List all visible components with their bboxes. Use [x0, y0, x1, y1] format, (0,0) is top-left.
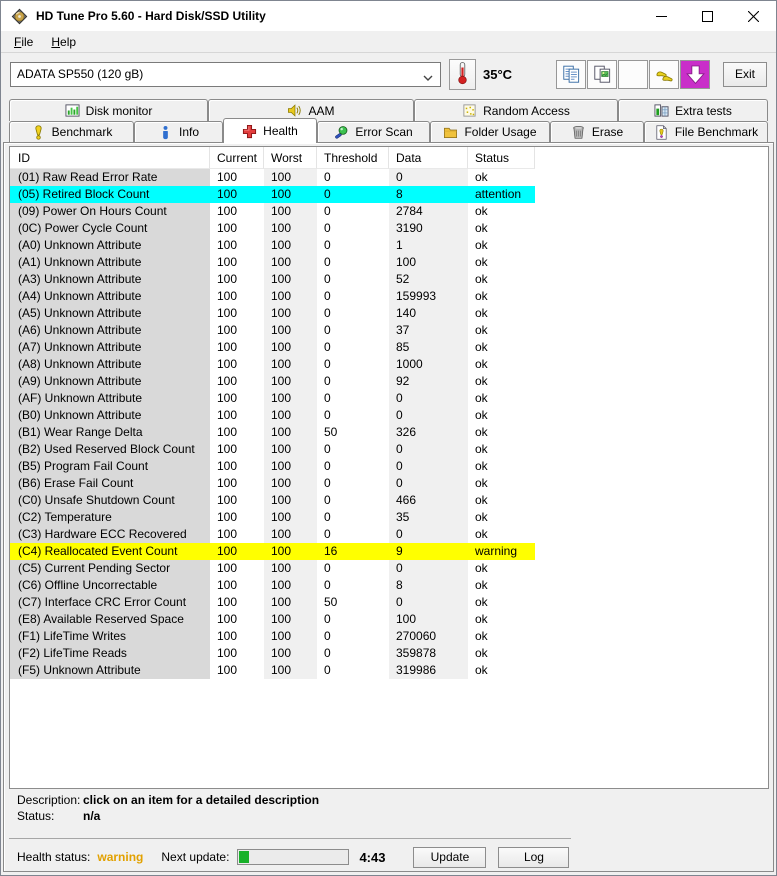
cell-current: 100: [217, 238, 238, 252]
cell-status: ok: [475, 238, 488, 252]
menu-help[interactable]: Help: [51, 34, 77, 49]
details-area: [9, 792, 768, 824]
cell-data: 359878: [389, 645, 468, 662]
cell-worst: 100: [264, 169, 317, 186]
cell-current: 100: [217, 510, 238, 524]
cell-current: 100: [217, 340, 238, 354]
tab-label: Info: [178, 125, 199, 139]
tab-file-benchmark[interactable]: [644, 121, 768, 143]
health-status-label: Health status:: [17, 850, 91, 864]
cell-id: (F1) LifeTime Writes: [10, 628, 210, 645]
table-row[interactable]: [10, 237, 768, 254]
column-header-data: Data: [389, 147, 468, 169]
health-icon: [242, 124, 257, 139]
cell-threshold: 0: [324, 663, 331, 677]
cell-status: ok: [475, 340, 488, 354]
cell-threshold: 0: [324, 357, 331, 371]
cell-id: (C7) Interface CRC Error Count: [10, 594, 210, 611]
cell-status: ok: [475, 272, 488, 286]
cell-id: (A1) Unknown Attribute: [10, 254, 210, 271]
cell-id: (0C) Power Cycle Count: [10, 220, 210, 237]
cell-threshold: 0: [324, 170, 331, 184]
cell-status: ok: [475, 527, 488, 541]
tab-label: Benchmark: [51, 125, 113, 139]
tab-label: Extra tests: [675, 103, 732, 118]
cell-id: (C6) Offline Uncorrectable: [10, 577, 210, 594]
cell-worst: 100: [264, 543, 317, 560]
table-row[interactable]: [10, 628, 768, 645]
table-row[interactable]: [10, 407, 768, 424]
table-row[interactable]: [10, 543, 768, 560]
cell-threshold: 0: [324, 578, 331, 592]
cell-current: 100: [217, 170, 238, 184]
file-benchmark-icon: [654, 125, 669, 140]
cell-data: 0: [389, 560, 468, 577]
cell-data: 0: [389, 390, 468, 407]
cell-id: (F5) Unknown Attribute: [10, 662, 210, 679]
progress-fill: [239, 851, 249, 863]
tab-extra-tests[interactable]: [618, 99, 768, 121]
tab-random-access[interactable]: [414, 99, 618, 121]
minimize-button[interactable]: [638, 1, 684, 31]
table-row[interactable]: [10, 458, 768, 475]
cell-data: 2784: [389, 203, 468, 220]
cell-current: 100: [210, 186, 264, 203]
cell-data: 326: [389, 424, 468, 441]
description-label: Description:: [17, 793, 81, 807]
cell-id: (AF) Unknown Attribute: [10, 390, 210, 407]
tab-error-scan[interactable]: [317, 121, 430, 143]
cell-worst: 100: [264, 322, 317, 339]
smart-attribute-list: [9, 146, 769, 789]
cell-status: ok: [475, 374, 488, 388]
cell-current: 100: [217, 663, 238, 677]
table-row[interactable]: [10, 186, 768, 203]
cell-threshold: 0: [324, 221, 331, 235]
cell-threshold: 16: [317, 543, 389, 560]
cell-data: 0: [389, 458, 468, 475]
cell-worst: 100: [264, 594, 317, 611]
down-arrow-icon: [685, 64, 706, 85]
cell-data: 100: [389, 254, 468, 271]
cell-worst: 100: [264, 373, 317, 390]
cell-current: 100: [217, 374, 238, 388]
cell-status: ok: [475, 561, 488, 575]
cell-status: ok: [475, 170, 488, 184]
cell-worst: 100: [264, 407, 317, 424]
cell-threshold: 0: [324, 204, 331, 218]
cell-status: ok: [475, 493, 488, 507]
tab-disk-monitor[interactable]: [9, 99, 208, 121]
cell-status: ok: [475, 612, 488, 626]
cell-current: 100: [217, 221, 238, 235]
app-disk-icon: [11, 8, 28, 25]
footer-bar: [9, 846, 768, 868]
cell-threshold: 0: [324, 391, 331, 405]
cell-status: ok: [475, 289, 488, 303]
cell-worst: 100: [264, 271, 317, 288]
cell-worst: 100: [264, 662, 317, 679]
error-scan-icon: [334, 125, 349, 140]
cell-id: (B6) Erase Fail Count: [10, 475, 210, 492]
cell-status: ok: [475, 442, 488, 456]
cell-id: (C0) Unsafe Shutdown Count: [10, 492, 210, 509]
menu-bar: [1, 31, 776, 53]
toolbar-icon-buttons: [555, 60, 710, 89]
cell-id: (B5) Program Fail Count: [10, 458, 210, 475]
random-access-icon: [462, 103, 477, 118]
cell-status: ok: [475, 204, 488, 218]
cell-data: 1: [389, 237, 468, 254]
cell-current: 100: [217, 255, 238, 269]
cell-threshold: 0: [324, 255, 331, 269]
cell-id: (F2) LifeTime Reads: [10, 645, 210, 662]
cell-status: ok: [475, 391, 488, 405]
table-row[interactable]: [10, 373, 768, 390]
table-header: [10, 147, 768, 169]
cell-threshold: 0: [324, 408, 331, 422]
table-row[interactable]: [10, 526, 768, 543]
cell-data: 466: [389, 492, 468, 509]
cell-current: 100: [217, 357, 238, 371]
cell-worst: 100: [264, 526, 317, 543]
folder-icon: [443, 125, 458, 140]
cell-status: ok: [475, 476, 488, 490]
footer-divider: [9, 838, 571, 839]
exit-button[interactable]: Exit: [723, 62, 767, 87]
speaker-icon: [287, 103, 302, 118]
cell-worst: 100: [264, 186, 317, 203]
copy-text-button[interactable]: [556, 60, 586, 89]
screenshot-button[interactable]: [618, 60, 648, 89]
cell-status: warning: [468, 543, 535, 560]
tab-health[interactable]: [223, 118, 317, 143]
cell-threshold: 0: [324, 374, 331, 388]
tab-row-top: [9, 99, 768, 121]
cell-worst: 100: [264, 356, 317, 373]
cell-id: (C2) Temperature: [10, 509, 210, 526]
cell-threshold: 0: [324, 289, 331, 303]
cell-id: (C3) Hardware ECC Recovered: [10, 526, 210, 543]
cell-status: ok: [475, 221, 488, 235]
cell-data: 0: [389, 441, 468, 458]
maximize-button[interactable]: [684, 1, 730, 31]
update-button[interactable]: Update: [413, 847, 486, 868]
cell-worst: 100: [264, 254, 317, 271]
tab-row-bottom: [9, 121, 768, 143]
cell-threshold: 50: [324, 425, 338, 439]
close-button[interactable]: [730, 1, 776, 31]
table-row[interactable]: [10, 254, 768, 271]
cell-status: ok: [475, 408, 488, 422]
table-row[interactable]: [10, 577, 768, 594]
cell-id: (A0) Unknown Attribute: [10, 237, 210, 254]
description-value: click on an item for a detailed description: [83, 793, 320, 807]
cell-current: 100: [217, 476, 238, 490]
cell-data: 1000: [389, 356, 468, 373]
cell-threshold: 0: [324, 442, 331, 456]
cell-data: 0: [389, 594, 468, 611]
table-row[interactable]: [10, 645, 768, 662]
cell-data: 92: [389, 373, 468, 390]
cell-current: 100: [217, 459, 238, 473]
cell-status: ok: [475, 578, 488, 592]
column-header-id: ID: [10, 147, 210, 169]
cell-data: 0: [389, 526, 468, 543]
table-row[interactable]: [10, 475, 768, 492]
cell-data: 319986: [389, 662, 468, 679]
log-button[interactable]: Log: [498, 847, 569, 868]
cell-threshold: 0: [324, 459, 331, 473]
cell-id: (05) Retired Block Count: [10, 186, 210, 203]
cell-threshold: 50: [324, 595, 338, 609]
copy-image-button[interactable]: [587, 60, 617, 89]
tab-label: Disk monitor: [85, 103, 153, 118]
cell-current: 100: [217, 561, 238, 575]
cell-threshold: 0: [324, 238, 331, 252]
cell-threshold: 0: [324, 340, 331, 354]
status-label: Status:: [17, 809, 55, 823]
cell-current: 100: [217, 408, 238, 422]
toolbar: [1, 53, 776, 95]
cell-worst: 100: [264, 441, 317, 458]
cell-threshold: 0: [324, 646, 331, 660]
table-row[interactable]: [10, 560, 768, 577]
cell-current: 100: [217, 595, 238, 609]
cell-status: ok: [475, 323, 488, 337]
cell-data: 3190: [389, 220, 468, 237]
cell-threshold: 0: [324, 306, 331, 320]
table-row[interactable]: [10, 390, 768, 407]
cell-worst: 100: [264, 458, 317, 475]
cell-current: 100: [217, 272, 238, 286]
cell-current: 100: [217, 289, 238, 303]
window-title: HD Tune Pro 5.60 - Hard Disk/SSD Utility: [36, 9, 266, 23]
cell-id: (A9) Unknown Attribute: [10, 373, 210, 390]
table-row[interactable]: [10, 492, 768, 509]
table-row[interactable]: [10, 339, 768, 356]
cell-id: (01) Raw Read Error Rate: [10, 169, 210, 186]
cell-id: (E8) Available Reserved Space: [10, 611, 210, 628]
trash-icon: [571, 125, 586, 140]
table-body: [10, 169, 768, 679]
cell-current: 100: [217, 391, 238, 405]
cell-current: 100: [217, 442, 238, 456]
cell-threshold: 0: [324, 561, 331, 575]
cell-current: 100: [217, 646, 238, 660]
info-icon: [158, 125, 173, 140]
table-row[interactable]: [10, 356, 768, 373]
cell-data: 37: [389, 322, 468, 339]
cell-data: 100: [389, 611, 468, 628]
cell-data: 0: [389, 169, 468, 186]
cell-worst: 100: [264, 203, 317, 220]
tab-info[interactable]: [134, 121, 223, 143]
extra-tests-icon: [654, 103, 669, 118]
cell-id: (A3) Unknown Attribute: [10, 271, 210, 288]
cell-id: (09) Power On Hours Count: [10, 203, 210, 220]
column-header-current: Current: [210, 147, 264, 169]
hands-icon: [655, 65, 674, 84]
cell-data: 9: [389, 543, 468, 560]
drive-select[interactable]: [10, 62, 441, 87]
tab-label: File Benchmark: [674, 125, 759, 139]
cell-data: 52: [389, 271, 468, 288]
cell-worst: 100: [264, 237, 317, 254]
cell-worst: 100: [264, 492, 317, 509]
cell-current: 100: [217, 578, 238, 592]
table-row[interactable]: [10, 662, 768, 679]
cell-current: 100: [217, 204, 238, 218]
tab-benchmark[interactable]: [9, 121, 134, 143]
tab-label: AAM: [308, 103, 335, 118]
temperature-button[interactable]: [449, 59, 476, 90]
update-check-button[interactable]: [680, 60, 710, 89]
table-row[interactable]: [10, 424, 768, 441]
cell-worst: 100: [264, 339, 317, 356]
cell-data: 159993: [389, 288, 468, 305]
cell-status: ok: [475, 425, 488, 439]
cell-threshold: 0: [324, 527, 331, 541]
table-row[interactable]: [10, 509, 768, 526]
drive-select-value: ADATA SP550 (120 gB): [17, 67, 144, 81]
copy-image-icon: [593, 65, 612, 84]
cell-worst: 100: [264, 509, 317, 526]
cell-data: 140: [389, 305, 468, 322]
cell-id: (A8) Unknown Attribute: [10, 356, 210, 373]
tab-label: Erase: [591, 125, 624, 139]
menu-file[interactable]: File: [14, 34, 34, 49]
cell-id: (A6) Unknown Attribute: [10, 322, 210, 339]
cell-worst: 100: [264, 560, 317, 577]
cell-data: 0: [389, 407, 468, 424]
cell-worst: 100: [264, 577, 317, 594]
table-row[interactable]: [10, 611, 768, 628]
countdown-value: 4:43: [359, 849, 386, 865]
donate-button[interactable]: [649, 60, 679, 89]
cell-id: (A5) Unknown Attribute: [10, 305, 210, 322]
benchmark-icon: [31, 125, 46, 140]
cell-status: ok: [475, 646, 488, 660]
status-value: n/a: [83, 809, 101, 823]
cell-current: 100: [217, 306, 238, 320]
chevron-down-icon: [423, 71, 433, 79]
tab-folder-usage[interactable]: [430, 121, 550, 143]
cell-status: attention: [468, 186, 535, 203]
cell-worst: 100: [264, 611, 317, 628]
cell-threshold: 0: [317, 186, 389, 203]
cell-status: ok: [475, 459, 488, 473]
cell-worst: 100: [264, 288, 317, 305]
cell-id: (B2) Used Reserved Block Count: [10, 441, 210, 458]
cell-current: 100: [217, 612, 238, 626]
column-header-worst: Worst: [264, 147, 317, 169]
cell-id: (C4) Reallocated Event Count: [10, 543, 210, 560]
cell-threshold: 0: [324, 476, 331, 490]
column-header-status: Status: [468, 147, 535, 169]
cell-worst: 100: [264, 220, 317, 237]
cell-status: ok: [475, 255, 488, 269]
cell-id: (B1) Wear Range Delta: [10, 424, 210, 441]
column-header-threshold: Threshold: [317, 147, 389, 169]
copy-icon: [562, 65, 581, 84]
cell-data: 8: [389, 577, 468, 594]
tab-label: Folder Usage: [464, 125, 537, 139]
disk-monitor-icon: [65, 103, 80, 118]
cell-data: 0: [389, 475, 468, 492]
thermometer-icon: [456, 61, 469, 88]
cell-worst: 100: [264, 628, 317, 645]
cell-threshold: 0: [324, 510, 331, 524]
table-row[interactable]: [10, 220, 768, 237]
cell-status: ok: [475, 306, 488, 320]
cell-id: (B0) Unknown Attribute: [10, 407, 210, 424]
cell-status: ok: [475, 629, 488, 643]
table-row[interactable]: [10, 594, 768, 611]
cell-status: ok: [475, 663, 488, 677]
cell-worst: 100: [264, 424, 317, 441]
cell-threshold: 0: [324, 272, 331, 286]
cell-current: 100: [217, 527, 238, 541]
cell-threshold: 0: [324, 629, 331, 643]
cell-current: 100: [217, 425, 238, 439]
table-row[interactable]: [10, 322, 768, 339]
cell-status: ok: [475, 595, 488, 609]
cell-id: (A4) Unknown Attribute: [10, 288, 210, 305]
cell-worst: 100: [264, 475, 317, 492]
tab-label: Error Scan: [355, 125, 413, 139]
cell-id: (C5) Current Pending Sector: [10, 560, 210, 577]
cell-data: 270060: [389, 628, 468, 645]
cell-worst: 100: [264, 390, 317, 407]
cell-current: 100: [217, 629, 238, 643]
cell-threshold: 0: [324, 612, 331, 626]
health-tab-pane: [3, 142, 774, 872]
temperature-value: 35°C: [483, 66, 513, 82]
table-row[interactable]: [10, 305, 768, 322]
next-update-label: Next update:: [161, 850, 230, 864]
health-status-value: warning: [97, 850, 144, 864]
next-update-progressbar: [237, 849, 349, 865]
table-row[interactable]: [10, 271, 768, 288]
table-row[interactable]: [10, 203, 768, 220]
cell-data: 85: [389, 339, 468, 356]
title-bar: [1, 1, 776, 31]
cell-data: 8: [389, 186, 468, 203]
tab-erase[interactable]: [550, 121, 644, 143]
cell-threshold: 0: [324, 323, 331, 337]
tab-label: Random Access: [483, 103, 570, 118]
cell-worst: 100: [264, 305, 317, 322]
table-row[interactable]: [10, 169, 768, 186]
table-row[interactable]: [10, 288, 768, 305]
cell-status: ok: [475, 510, 488, 524]
cell-current: 100: [217, 493, 238, 507]
cell-current: 100: [210, 543, 264, 560]
tab-label: Health: [263, 124, 298, 138]
cell-current: 100: [217, 323, 238, 337]
cell-status: ok: [475, 357, 488, 371]
cell-id: (A7) Unknown Attribute: [10, 339, 210, 356]
cell-threshold: 0: [324, 493, 331, 507]
cell-worst: 100: [264, 645, 317, 662]
cell-data: 35: [389, 509, 468, 526]
table-row[interactable]: [10, 441, 768, 458]
